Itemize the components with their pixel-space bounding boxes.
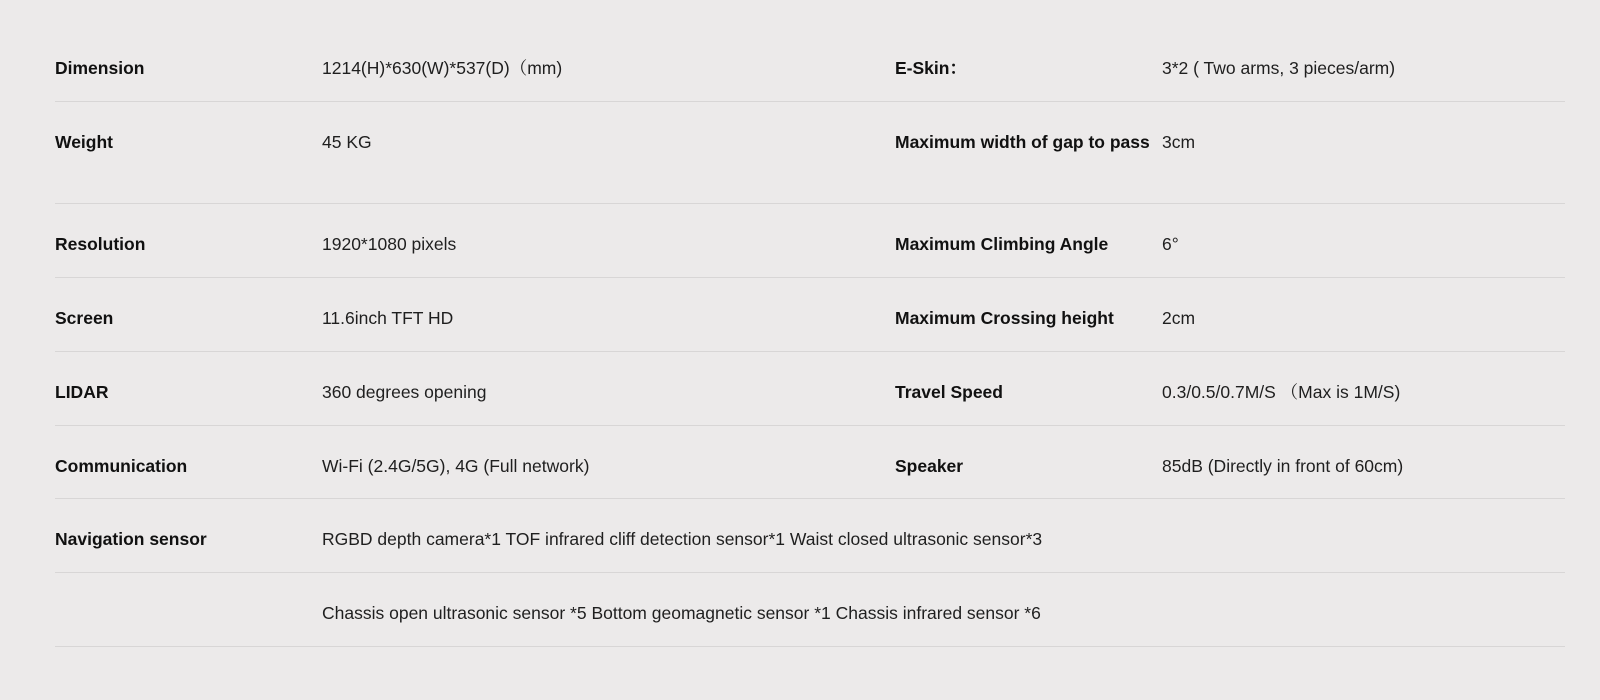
spec-value: 360 degrees opening xyxy=(322,381,487,402)
spec-label: Communication xyxy=(55,455,188,476)
spec-value-secondary: 3*2 ( Two arms, 3 pieces/arm) xyxy=(1162,58,1396,78)
table-row xyxy=(55,204,1565,278)
spec-label: Resolution xyxy=(55,233,146,254)
spec-value-secondary: 2cm xyxy=(1162,307,1196,328)
spec-value-secondary: 6° xyxy=(1162,233,1179,254)
spec-label: Screen xyxy=(55,307,114,328)
table-row xyxy=(55,352,1565,426)
spec-label: Navigation sensor xyxy=(55,529,207,550)
table-row xyxy=(55,499,1565,573)
specification-table xyxy=(55,28,1565,647)
spec-label-secondary: Maximum width of gap to pass xyxy=(895,131,1150,152)
table-row xyxy=(55,102,1565,204)
spec-value: Chassis open ultrasonic sensor *5 Bottom geomagnetic sensor *1 Chassis infrared sensor *6 xyxy=(322,603,1041,624)
spec-label: Dimension xyxy=(55,58,145,78)
spec-label-secondary: E-Skin： xyxy=(895,58,967,78)
spec-label-secondary: Speaker xyxy=(895,455,964,476)
table-row xyxy=(55,573,1565,647)
spec-value-secondary: 0.3/0.5/0.7M/S （Max is 1M/S) xyxy=(1162,381,1401,402)
spec-label-secondary: Maximum Crossing height xyxy=(895,307,1114,328)
spec-value: 1214(H)*630(W)*537(D)（mm) xyxy=(322,58,563,78)
spec-value: Wi-Fi (2.4G/5G), 4G (Full network) xyxy=(322,455,590,476)
spec-label: LIDAR xyxy=(55,381,109,402)
spec-value: 45 KG xyxy=(322,131,372,152)
table-row xyxy=(55,28,1565,102)
spec-value-secondary: 3cm xyxy=(1162,131,1196,152)
table-row xyxy=(55,278,1565,352)
spec-value: 1920*1080 pixels xyxy=(322,233,457,254)
table-row xyxy=(55,426,1565,500)
spec-label: Weight xyxy=(55,131,114,152)
spec-label-secondary: Travel Speed xyxy=(895,381,1003,402)
spec-label-empty xyxy=(55,573,322,617)
spec-value: 11.6inch TFT HD xyxy=(322,307,454,328)
spec-value-secondary: 85dB (Directly in front of 60cm) xyxy=(1162,455,1404,476)
spec-label-secondary: Maximum Climbing Angle xyxy=(895,233,1109,254)
spec-value: RGBD depth camera*1 TOF infrared cliff detection sensor*1 Waist closed ultrasonic sensor*3 xyxy=(322,529,1043,550)
